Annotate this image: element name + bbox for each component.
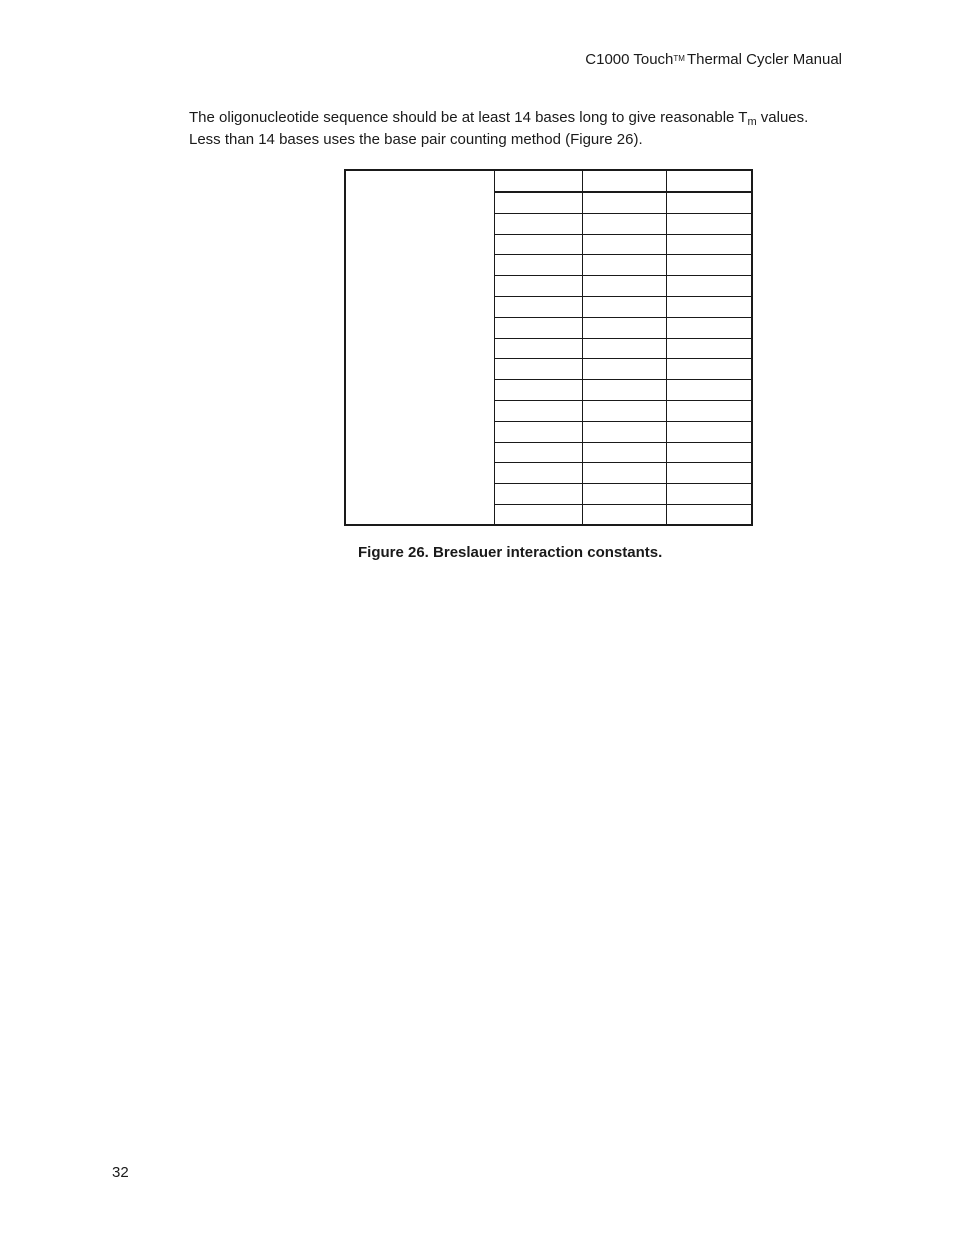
table-row: [495, 484, 752, 505]
table-cell: [495, 234, 583, 255]
table-cell: [583, 359, 667, 380]
table-header-cell: [667, 171, 752, 192]
table-cell: [583, 463, 667, 484]
table-cell: [495, 484, 583, 505]
table-row: [495, 463, 752, 484]
interaction-constants-table: [494, 171, 752, 525]
table-cell: [583, 234, 667, 255]
table-cell: [667, 442, 752, 463]
table-row: [495, 359, 752, 380]
table-cell: [495, 400, 583, 421]
table-cell: [583, 338, 667, 359]
trademark-mark: TM: [673, 54, 685, 63]
table-cell: [583, 317, 667, 338]
table-cell: [667, 359, 752, 380]
table-cell: [495, 338, 583, 359]
intro-line-1-text: The oligonucleotide sequence should be at least 14 bases long to give reasonable T: [189, 109, 748, 126]
table-row: [495, 338, 752, 359]
intro-line-1: [189, 107, 849, 129]
table-cell: [667, 338, 752, 359]
breslauer-figure: [344, 169, 753, 526]
table-cell: [495, 296, 583, 317]
table-row: [495, 234, 752, 255]
table-cell: [583, 255, 667, 276]
table-cell: [495, 317, 583, 338]
table-cell: [667, 421, 752, 442]
intro-paragraph: [189, 107, 849, 151]
table-cell: [495, 442, 583, 463]
figure-caption: Figure 26. Breslauer interaction constants.: [358, 544, 663, 561]
table-row: [495, 296, 752, 317]
table-cell: [495, 359, 583, 380]
table-header-cell: [583, 171, 667, 192]
table-cell: [583, 442, 667, 463]
table-cell: [667, 317, 752, 338]
table-cell: [583, 192, 667, 213]
table-cell: [667, 380, 752, 401]
tm-subscript: m: [747, 116, 757, 128]
table-cell: [583, 380, 667, 401]
table-cell: [583, 484, 667, 505]
header-title-suffix: Thermal Cycler Manual: [686, 51, 842, 68]
table-row: [495, 380, 752, 401]
table-header-row: [495, 171, 752, 192]
running-header: [585, 51, 842, 68]
table-cell: [667, 296, 752, 317]
table-cell: [495, 213, 583, 234]
table-cell: [495, 192, 583, 213]
table-cell: [667, 463, 752, 484]
table-cell: [583, 421, 667, 442]
header-title-prefix: C1000 Touch: [585, 51, 674, 68]
table-cell: [667, 255, 752, 276]
table-row: [495, 400, 752, 421]
table-row: [495, 192, 752, 213]
table-cell: [495, 504, 583, 524]
table-cell: [495, 380, 583, 401]
table-row: [495, 276, 752, 297]
table-cell: [667, 213, 752, 234]
intro-line-2: Less than 14 bases uses the base pair counting method (Figure 26).: [189, 131, 643, 148]
table-cell: [495, 463, 583, 484]
table-header-cell: [495, 171, 583, 192]
table-row: [495, 317, 752, 338]
table-cell: [583, 296, 667, 317]
table-cell: [583, 276, 667, 297]
table-cell: [667, 234, 752, 255]
table-cell: [583, 213, 667, 234]
table-cell: [495, 421, 583, 442]
table-cell: [667, 192, 752, 213]
page-number: 32: [112, 1164, 129, 1181]
table-cell: [583, 400, 667, 421]
table-row: [495, 213, 752, 234]
table-cell: [667, 400, 752, 421]
intro-line-1-end: values.: [756, 109, 809, 126]
table-row: [495, 442, 752, 463]
table-cell: [667, 276, 752, 297]
table-row: [495, 504, 752, 524]
table-row: [495, 255, 752, 276]
table-cell: [495, 255, 583, 276]
table-row: [495, 421, 752, 442]
table-cell: [667, 504, 752, 524]
table-cell: [667, 484, 752, 505]
table-cell: [495, 276, 583, 297]
table-cell: [583, 504, 667, 524]
